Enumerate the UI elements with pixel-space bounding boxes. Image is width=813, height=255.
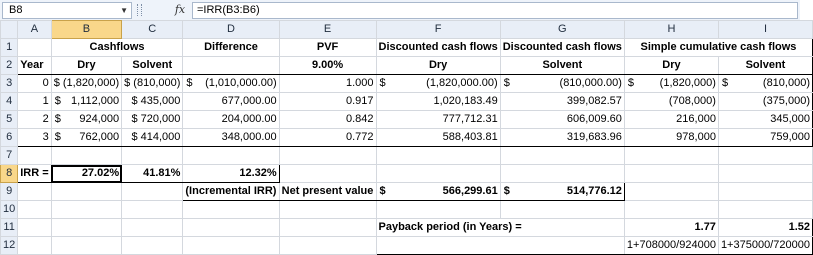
cell-i5[interactable]: 345,000 <box>718 111 812 129</box>
cell-g9[interactable] <box>500 183 624 201</box>
cell-b1[interactable]: Cashflows <box>51 39 183 57</box>
cell-i8[interactable] <box>718 165 812 183</box>
currency-symbol: $ <box>54 95 61 107</box>
cell-f12[interactable] <box>376 237 624 255</box>
cell-c6[interactable]: $ 414,000 <box>122 129 183 147</box>
cell-c11[interactable] <box>122 219 183 237</box>
cell-d12[interactable] <box>183 237 279 255</box>
cell-f9-value: 566,299.61 <box>442 185 498 197</box>
name-box[interactable] <box>2 2 132 19</box>
currency-symbol: $ <box>503 185 510 197</box>
cell-c5[interactable]: $ 720,000 <box>122 111 183 129</box>
cell-g10[interactable] <box>500 201 624 219</box>
cell-a6[interactable]: 3 <box>18 129 51 147</box>
cell-b5-value: 924,000 <box>79 113 120 125</box>
cell-b6[interactable] <box>51 129 121 147</box>
column-header-d[interactable]: D <box>183 21 279 39</box>
cell-e9[interactable]: Net present value <box>279 183 376 201</box>
cell-i3-value: (810,000) <box>762 77 810 89</box>
cell-f6[interactable]: 588,403.81 <box>376 129 500 147</box>
cell-g4-value: 399,082.57 <box>566 95 622 107</box>
cell-b2[interactable]: Dry <box>51 57 121 75</box>
cell-e4[interactable]: 0.917 <box>279 93 376 111</box>
currency-symbol: $ <box>503 77 510 89</box>
cell-h1[interactable]: Simple cumulative cash flows <box>624 39 812 57</box>
cell-d8[interactable]: 12.32% <box>183 165 279 183</box>
cell-b5[interactable] <box>51 111 121 129</box>
cell-f5[interactable]: 777,712.31 <box>376 111 500 129</box>
cell-d4-value: 677,000.00 <box>221 95 277 107</box>
cell-a10[interactable] <box>18 201 51 219</box>
cell-c2[interactable]: Solvent <box>122 57 183 75</box>
cell-h12[interactable]: 1+708000/924000 <box>624 237 718 255</box>
cell-a9[interactable] <box>18 183 51 201</box>
row-header-3[interactable]: 3 <box>1 75 18 93</box>
spreadsheet-grid <box>0 20 813 255</box>
cell-f7[interactable] <box>376 147 500 165</box>
cell-h7[interactable] <box>624 147 718 165</box>
cell-a12[interactable] <box>18 237 51 255</box>
cell-i2[interactable]: Solvent <box>718 57 812 75</box>
currency-symbol: $ <box>54 113 61 125</box>
row-header-2[interactable]: 2 <box>1 57 18 75</box>
cell-c3[interactable]: $ (810,000) <box>122 75 183 93</box>
cell-b7[interactable] <box>51 147 121 165</box>
cell-i4[interactable]: (375,000) <box>718 93 812 111</box>
cell-c4[interactable]: $ 435,000 <box>122 93 183 111</box>
row-header-8[interactable]: 8 <box>1 165 18 183</box>
cell-g7[interactable] <box>500 147 624 165</box>
cell-b8[interactable]: 27.02% <box>51 165 121 183</box>
cell-f4[interactable] <box>376 93 500 111</box>
cell-d9[interactable]: (Incremental IRR) <box>183 183 279 201</box>
cell-e5[interactable]: 0.842 <box>279 111 376 129</box>
cell-e3[interactable]: 1.000 <box>279 75 376 93</box>
cell-h4[interactable]: (708,000) <box>624 93 718 111</box>
currency-symbol: $ <box>721 77 729 89</box>
cell-d1[interactable]: Difference <box>183 39 279 57</box>
row-header-4[interactable]: 4 <box>1 93 18 111</box>
column-header-b[interactable]: B <box>51 21 121 39</box>
cell-e7[interactable] <box>279 147 376 165</box>
cell-g8[interactable] <box>500 165 624 183</box>
row-header-1[interactable]: 1 <box>1 39 18 57</box>
chevron-down-icon[interactable]: ▼ <box>120 6 128 15</box>
cell-h2[interactable]: Dry <box>624 57 718 75</box>
column-header-g[interactable]: G <box>500 21 624 39</box>
cell-e10[interactable] <box>279 201 376 219</box>
cell-i9[interactable] <box>718 183 812 201</box>
currency-symbol: $ <box>627 77 635 89</box>
cell-i12[interactable]: 1+375000/720000 <box>718 237 812 255</box>
cell-c9[interactable] <box>122 183 183 201</box>
row-header-6[interactable]: 6 <box>1 129 18 147</box>
cell-d11[interactable] <box>183 219 279 237</box>
cell-b12[interactable] <box>51 237 121 255</box>
cell-d7[interactable] <box>183 147 279 165</box>
cell-h11[interactable]: 1.77 <box>624 219 718 237</box>
row-header-10[interactable]: 10 <box>1 201 18 219</box>
cell-a2[interactable]: Year <box>18 57 51 75</box>
cell-d2[interactable] <box>183 57 279 75</box>
cell-g3-value: (810,000.00) <box>559 77 622 89</box>
cell-i11[interactable]: 1.52 <box>718 219 812 237</box>
cell-e1[interactable]: PVF <box>279 39 376 57</box>
cell-c8[interactable]: 41.81% <box>122 165 183 183</box>
currency-symbol: $ <box>54 131 61 143</box>
column-header-e[interactable]: E <box>279 21 376 39</box>
cell-f4-value: 1,020,183.49 <box>433 95 498 107</box>
row-header-7[interactable]: 7 <box>1 147 18 165</box>
cell-d3[interactable] <box>183 75 279 93</box>
cell-a1[interactable] <box>18 39 51 57</box>
row-header-11[interactable]: 11 <box>1 219 18 237</box>
currency-symbol: $ <box>379 185 386 197</box>
cell-a7[interactable] <box>18 147 51 165</box>
cell-e8[interactable] <box>279 165 376 183</box>
cell-a8[interactable]: IRR = <box>18 165 51 183</box>
currency-symbol: $ <box>186 77 193 89</box>
column-header-i[interactable]: I <box>718 21 812 39</box>
cell-b3[interactable]: $ (1,820,000) <box>51 75 121 93</box>
cell-d3-value: (1,010,000.00) <box>205 77 277 89</box>
cell-i7[interactable] <box>718 147 812 165</box>
row-header-12[interactable]: 12 <box>1 237 18 255</box>
cell-h5[interactable]: 216,000 <box>624 111 718 129</box>
cell-g5[interactable]: 606,009.60 <box>500 111 624 129</box>
cell-b11[interactable] <box>51 219 121 237</box>
cell-f8[interactable] <box>376 165 500 183</box>
cell-a5[interactable]: 2 <box>18 111 51 129</box>
formula-text: =IRR(B3:B6) <box>197 4 260 16</box>
cell-d10[interactable] <box>183 201 279 219</box>
cell-f3-value: (1,820,000.00) <box>426 77 498 89</box>
cell-e6[interactable]: 0.772 <box>279 129 376 147</box>
cell-g6[interactable]: 319,683.96 <box>500 129 624 147</box>
cell-d4[interactable] <box>183 93 279 111</box>
column-header-a[interactable]: A <box>18 21 51 39</box>
cell-h3-value: (1,820,000) <box>659 77 716 89</box>
cell-h8[interactable] <box>624 165 718 183</box>
cell-i3[interactable] <box>718 75 812 93</box>
cell-a11[interactable] <box>18 219 51 237</box>
cell-h10[interactable] <box>624 201 718 219</box>
select-all-corner[interactable] <box>1 21 18 39</box>
cell-f9[interactable] <box>376 183 500 201</box>
cell-a3[interactable]: 0 <box>18 75 51 93</box>
cell-b4[interactable] <box>51 93 121 111</box>
cell-e11[interactable] <box>279 219 376 237</box>
cell-f11[interactable]: Payback period (in Years) = <box>376 219 624 237</box>
cell-e2[interactable]: 9.00% <box>279 57 376 75</box>
insert-function-icon[interactable]: fx <box>174 3 186 16</box>
cell-g1[interactable]: Discounted cash flows <box>500 39 624 57</box>
cell-h6[interactable]: 978,000 <box>624 129 718 147</box>
cell-a4[interactable]: 1 <box>18 93 51 111</box>
column-header-c[interactable]: C <box>122 21 183 39</box>
cell-f10[interactable] <box>376 201 500 219</box>
column-header-f[interactable]: F <box>376 21 500 39</box>
name-box-value: B8 <box>9 4 23 16</box>
cell-f1[interactable]: Discounted cash flows <box>376 39 500 57</box>
cell-c10[interactable] <box>122 201 183 219</box>
row-header-9[interactable]: 9 <box>1 183 18 201</box>
cell-g3[interactable] <box>500 75 624 93</box>
currency-symbol: $ <box>379 77 386 89</box>
cell-b10[interactable] <box>51 201 121 219</box>
cell-b9[interactable] <box>51 183 121 201</box>
cell-i10[interactable] <box>718 201 812 219</box>
formula-input[interactable] <box>192 2 798 19</box>
row-header-5[interactable]: 5 <box>1 111 18 129</box>
resize-grip-icon[interactable] <box>137 4 142 16</box>
cell-d5[interactable]: 204,000.00 <box>183 111 279 129</box>
formula-bar <box>0 0 800 21</box>
worksheet-table <box>0 20 813 255</box>
cell-g4[interactable] <box>500 93 624 111</box>
cell-i6[interactable]: 759,000 <box>718 129 812 147</box>
cell-c12[interactable] <box>122 237 183 255</box>
cell-h9[interactable] <box>624 183 718 201</box>
column-header-h[interactable]: H <box>624 21 718 39</box>
cell-g9-value: 514,776.12 <box>566 185 622 197</box>
cell-f2[interactable]: Dry <box>376 57 500 75</box>
cell-h3[interactable] <box>624 75 718 93</box>
cell-b6-value: 762,000 <box>79 131 120 143</box>
cell-e12[interactable] <box>279 237 376 255</box>
cell-g2[interactable]: Solvent <box>500 57 624 75</box>
cell-b4-value: 1,112,000 <box>71 95 120 107</box>
cell-c7[interactable] <box>122 147 183 165</box>
cell-f3[interactable] <box>376 75 500 93</box>
cell-d6[interactable]: 348,000.00 <box>183 129 279 147</box>
